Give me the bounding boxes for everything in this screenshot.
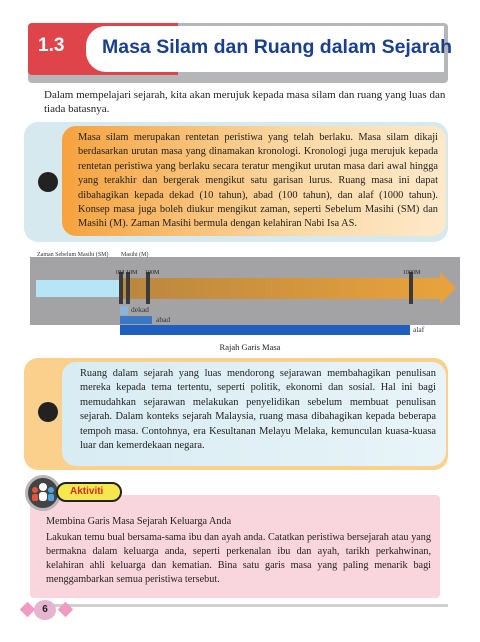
bar-label-abad: abad bbox=[156, 315, 171, 324]
bar-dekad bbox=[120, 306, 128, 315]
tick-label-100m: 100M bbox=[145, 270, 160, 276]
bar-label-alaf: alaf bbox=[413, 325, 425, 334]
bullet-dot bbox=[38, 402, 58, 422]
footer-diamond-left bbox=[20, 602, 36, 618]
figure-caption: Rajah Garis Masa bbox=[219, 342, 281, 352]
bar-abad bbox=[120, 316, 152, 324]
activity-title: Membina Garis Masa Sejarah Keluarga Anda bbox=[46, 516, 232, 527]
info-box-2-text: Ruang dalam sejarah yang luas mendorong sejarawan membahagikan penulisan mereka kepada tema tertentu, seperti politik, ekonomi dan sosial. Hal ini bagi memudahkan sejarawan melakukan penyelidikan sebelum membuat penulisan sejarah. Dalam konteks sejarah Malaysia, ruang masa dibahagikan kepada beberapa tempoh masa. Contohnya, era Kesultanan Melayu Melaka, kemunculan kuasa-kuasa luar dan kemerdekaan negara. bbox=[80, 368, 436, 452]
tick-label-1000m: 1000M bbox=[403, 270, 421, 276]
section-number: 1.3 bbox=[38, 35, 65, 56]
activity-label: Aktiviti bbox=[70, 486, 104, 497]
page-number: 6 bbox=[34, 600, 56, 620]
timeline-arrow-head bbox=[440, 272, 456, 304]
tick-label-10m: 10M bbox=[126, 270, 138, 276]
tick-10m bbox=[126, 272, 130, 304]
info-box-1-text: Masa silam merupakan rentetan peristiwa yang telah berlaku. Masa silam dikaji berdasarkan urutan masa yang dinamakan kronologi. Kronologi juga merujuk kepada rentetan peristiwa yang berlaku secara teratur mengikut urutan masa dari awal hingga yang terakhir dan bergerak mengikut satu garisan lurus. Ruang masa ini dapat dibahagikan kepada dekad (10 tahun), abad (100 tahun), dan alaf (1000 tahun). Konsep masa juga boleh diukur mengikut zaman, seperti Sebelum Masihi (SM) dan Masihi (M). Zaman Masihi bermula dengan kelahiran Nabi Isa AS. bbox=[78, 132, 438, 230]
timeline-label-sm: Zaman Sebelum Masihi (SM) bbox=[37, 252, 109, 258]
section-title: Masa Silam dan Ruang dalam Sejarah bbox=[102, 36, 453, 58]
tick-0m bbox=[119, 272, 123, 304]
timeline-label-m: Masihi (M) bbox=[121, 252, 149, 258]
bullet-dot bbox=[38, 172, 58, 192]
tick-100m bbox=[146, 272, 150, 304]
timeline-sm-segment bbox=[36, 280, 120, 297]
tick-1000m bbox=[409, 272, 413, 304]
activity-body: Lakukan temu bual bersama-sama ibu dan ayah anda. Catatkan peristiwa bersejarah atau yang bermakna dalam keluarga anda, seperti perkenalan ibu dan ayah, tarikh perkahwinan, kelahiran ahli keluarga dan kematian. Bina satu garis masa yang paling menarik bagi menggambarkan semua peristiwa tersebut. bbox=[46, 532, 431, 585]
footer-divider bbox=[38, 604, 448, 607]
intro-paragraph: Dalam mempelajari sejarah, kita akan merujuk kepada masa silam dan ruang yang luas dan tiada batasnya. bbox=[44, 89, 446, 115]
tick-label-0m: 0M bbox=[116, 270, 125, 276]
bar-alaf bbox=[120, 325, 410, 335]
bar-label-dekad: dekad bbox=[131, 305, 149, 314]
timeline-arrow bbox=[120, 278, 440, 299]
